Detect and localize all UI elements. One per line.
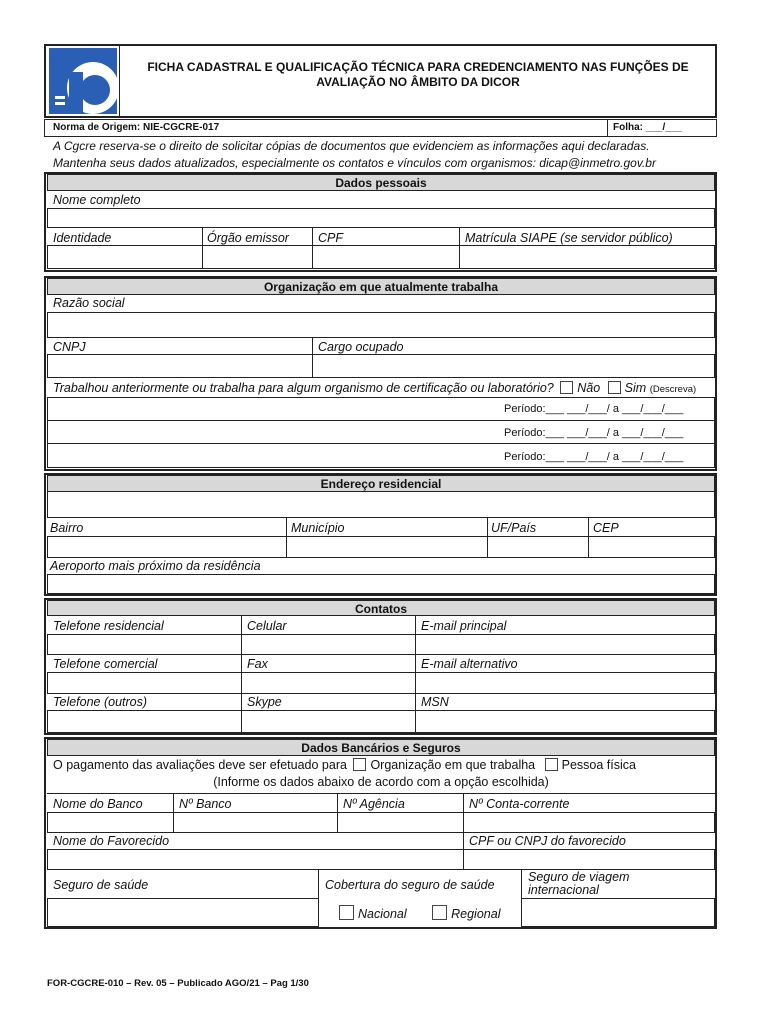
label-pf: Pessoa física [561,758,636,772]
section-title-endereco: Endereço residencial [47,475,715,492]
label-nbanco: Nº Banco [179,797,232,811]
label-seguro: Seguro de saúde [53,878,149,892]
label-bairro: Bairro [50,521,84,535]
label-nacional: Nacional [358,907,407,921]
label-sim: Sim [624,381,647,395]
bairro-field[interactable] [47,536,287,558]
label-skype: Skype [247,695,282,709]
periodo-2: Período:___ ___/___/ a ___/___/___ [504,427,684,439]
question-text: Trabalhou anteriormente ou trabalha para algum organismo de certificação ou laboratório? [53,381,554,395]
logo [49,48,117,114]
label-fax: Fax [247,657,268,671]
form-title: FICHA CADASTRAL E QUALIFICAÇÃO TÉCNICA PARA CREDENCIAMENTO NAS FUNÇÕES DE AVALIAÇÃO NO ÂMBITO DA DICOR [147,60,689,89]
viagem-field[interactable] [521,898,715,927]
label-nao: Não [577,381,601,395]
label-conta: Nº Conta-corrente [469,797,570,811]
label-cargo: Cargo ocupado [318,340,404,354]
label-cpf-fav: CPF ou CNPJ do favorecido [469,834,626,848]
banco-field[interactable] [47,812,174,833]
folha: Folha: ___/___ [613,122,682,133]
checkbox-nacional[interactable] [339,905,354,920]
conta-field[interactable] [463,812,715,833]
col-divider [173,794,174,812]
col-divider [487,518,488,536]
col-divider [202,228,203,245]
section-title-bancarios: Dados Bancários e Seguros [47,739,715,756]
label-nome: Nome completo [53,193,141,207]
folha-divider [607,119,608,137]
label-descreva: (Descreva) [649,384,697,395]
label-cep: CEP [593,521,619,535]
checkbox-organizacao[interactable] [353,758,366,771]
label-orgao: Órgão emissor [207,231,289,245]
cargo-field[interactable] [312,354,715,378]
checkbox-sim[interactable] [608,381,621,394]
fax-field[interactable] [241,672,416,694]
label-cpf: CPF [318,231,343,245]
col-divider [312,338,313,354]
label-tel-com: Telefone comercial [53,657,158,671]
col-divider [312,228,313,245]
municipio-field[interactable] [286,536,488,558]
label-celular: Celular [247,619,287,633]
nome-field[interactable] [47,208,715,228]
seguro-field[interactable] [47,898,319,927]
email-principal-field[interactable] [415,634,715,655]
pagamento-text: O pagamento das avaliações deve ser efetuado para [53,758,347,772]
cobertura-options [339,905,500,921]
orgao-field[interactable] [202,245,313,269]
matricula-field[interactable] [459,245,715,269]
tel-com-field[interactable] [47,672,242,694]
aeroporto-field[interactable] [47,574,715,594]
col-divider [459,228,460,245]
label-tel-outros: Telefone (outros) [53,695,148,709]
cnpj-field[interactable] [47,354,313,378]
label-uf: UF/País [491,521,537,535]
celular-field[interactable] [241,634,416,655]
checkbox-nao[interactable] [560,381,573,394]
intro-line-1: A Cgcre reserva-se o direito de solicitar cópias de documentos que evidenciem as informações aqui declaradas. [53,139,650,153]
col-divider [588,518,589,536]
norma-origem: Norma de Origem: NIE-CGCRE-017 [53,122,220,133]
footer: FOR-CGCRE-010 – Rev. 05 – Publicado AGO/21 – Pag 1/30 [47,978,309,989]
label-municipio: Município [291,521,345,535]
logo-divider [119,46,120,116]
cpf-fav-field[interactable] [463,849,715,870]
uf-field[interactable] [487,536,589,558]
label-aeroporto: Aeroporto mais próximo da residência [50,559,261,573]
label-viagem: Seguro de viagem internacional [528,870,630,897]
nbanco-field[interactable] [173,812,338,833]
razao-field[interactable] [47,312,715,338]
favorecido-field[interactable] [47,849,464,870]
label-agencia: Nº Agência [343,797,405,811]
label-razao: Razão social [53,296,125,310]
col-divider [337,794,338,812]
tel-res-field[interactable] [47,634,242,655]
pagamento-line [53,758,636,772]
periodo-3: Período:___ ___/___/ a ___/___/___ [504,451,684,463]
informe-text: (Informe os dados abaixo de acordo com a opção escolhida) [213,775,549,789]
label-msn: MSN [421,695,449,709]
section-title-dados-pessoais: Dados pessoais [47,174,715,191]
col-divider [286,518,287,536]
tel-outros-field[interactable] [47,710,242,733]
col-divider [463,832,464,849]
checkbox-pessoa-fisica[interactable] [545,758,558,771]
agencia-field[interactable] [337,812,464,833]
label-cobertura: Cobertura do seguro de saúde [325,878,495,892]
label-favorecido: Nome do Favorecido [53,834,170,848]
skype-field[interactable] [241,710,416,733]
row-divider [47,793,715,794]
section-title-contatos: Contatos [47,600,715,616]
checkbox-regional[interactable] [432,905,447,920]
label-matricula: Matrícula SIAPE (se servidor público) [465,231,673,245]
cpf-field[interactable] [312,245,460,269]
email-alt-field[interactable] [415,672,715,694]
cep-field[interactable] [588,536,715,558]
label-email-alt: E-mail alternativo [421,657,518,671]
intro-line-2: Mantenha seus dados atualizados, especialmente os contatos e vínculos com organismos: dicap@inmetro.gov.br [53,156,656,170]
label-identidade: Identidade [53,231,112,245]
col-divider [463,794,464,812]
identidade-field[interactable] [47,245,203,269]
periodo-1: Período:___ ___/___/ a ___/___/___ [504,403,684,415]
endereco-field[interactable] [47,491,715,518]
label-regional: Regional [451,907,501,921]
msn-field[interactable] [415,710,715,733]
label-org: Organização em que trabalha [370,758,536,772]
label-email-principal: E-mail principal [421,619,507,633]
inmetro-logo-icon [49,48,117,114]
label-banco: Nome do Banco [53,797,143,811]
label-tel-res: Telefone residencial [53,619,164,633]
section-title-organizacao: Organização em que atualmente trabalha [47,278,715,295]
question-trabalhou [53,381,696,395]
label-cnpj: CNPJ [53,340,86,354]
